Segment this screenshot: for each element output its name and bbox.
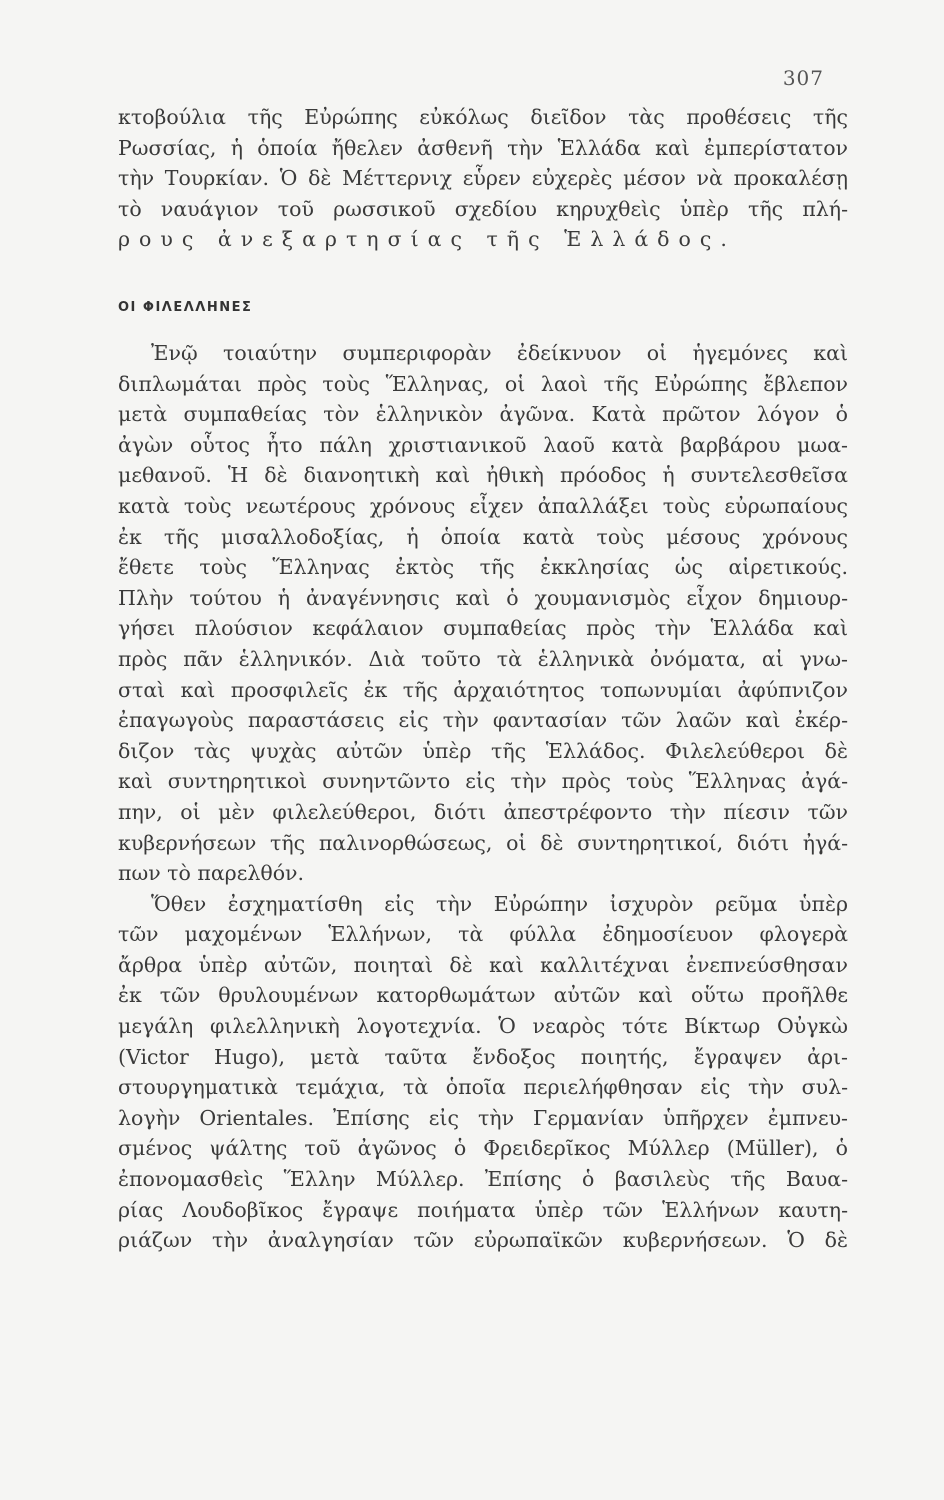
text-line: τὸ ναυάγιον τοῦ ρωσσικοῦ σχεδίου κηρυχθεὶς ὑπὲρ τῆς πλή- bbox=[118, 196, 848, 221]
text-line: κατὰ τοὺς νεωτέρους χρόνους εἶχεν ἀπαλλάξει τοὺς εὐρωπαίους bbox=[118, 493, 848, 518]
text-line: γήσει πλούσιον κεφάλαιον συμπαθείας πρὸς τὴν Ἑλλάδα καὶ bbox=[118, 616, 848, 641]
text-line: ρίας Λουδοβῖκος ἔγραψε ποιήματα ὑπὲρ τῶν Ἑλλήνων καυτη- bbox=[118, 1197, 848, 1222]
text-line: Πλὴν τούτου ἡ ἀναγέννησις καὶ ὁ χουμανισμὸς εἶχον δημιουρ- bbox=[118, 585, 848, 610]
section-heading: ΟΙ ΦΙΛΕΛΛΗΝΕΣ bbox=[118, 300, 253, 315]
text-line: κυβερνήσεων τῆς παλινορθώσεως, οἱ δὲ συντηρητικοί, διότι ἠγά- bbox=[118, 830, 848, 855]
text-line: μεθανοῦ. Ἡ δὲ διανοητικὴ καὶ ἠθικὴ πρόοδος ἡ συντελεσθεῖσα bbox=[118, 463, 848, 488]
page-number: 307 bbox=[782, 66, 824, 90]
text-line: Ἐνῷ τοιαύτην συμπεριφορὰν ἐδείκνυον οἱ ἡγεμόνες καὶ bbox=[151, 341, 848, 365]
intro-paragraph bbox=[118, 102, 848, 255]
text-line: πων τὸ παρελθόν. bbox=[118, 861, 305, 886]
text-line: ἔθετε τοὺς Ἕλληνας ἐκτὸς τῆς ἐκκλησίας ὡς αἱρετικούς. bbox=[118, 555, 848, 580]
text-line: (Victor Hugo), μετὰ ταῦτα ἔνδοξος ποιητής, ἔγραψεν ἀρι- bbox=[118, 1044, 848, 1069]
text-line: μετὰ συμπαθείας τὸν ἑλληνικὸν ἀγῶνα. Κατὰ πρῶτον λόγον ὁ bbox=[118, 402, 848, 427]
text-line: ἐκ τῶν θρυλουμένων κατορθωμάτων αὐτῶν καὶ οὕτω προῆλθε bbox=[118, 983, 848, 1008]
body-text bbox=[118, 338, 848, 1256]
text-line: τῶν μαχομένων Ἑλλήνων, τὰ φύλλα ἐδημοσίευον φλογερὰ bbox=[118, 922, 848, 947]
text-line: διζον τὰς ψυχὰς αὐτῶν ὑπὲρ τῆς Ἑλλάδος. Φιλελεύθεροι δὲ bbox=[118, 738, 848, 763]
text-line: ἄρθρα ὑπὲρ αὐτῶν, ποιηταὶ δὲ καὶ καλλιτέχναι ἐνεπνεύσθησαν bbox=[118, 952, 848, 977]
text-line: Ρωσσίας, ἡ ὁποία ἤθελεν ἀσθενῆ τὴν Ἑλλάδα καὶ ἐμπερίστατον bbox=[118, 135, 848, 160]
text-line: στουργηματικὰ τεμάχια, τὰ ὁποῖα περιελήφθησαν εἰς τὴν συλ- bbox=[118, 1075, 848, 1100]
text-line: ριάζων τὴν ἀναλγησίαν τῶν εὐρωπαϊκῶν κυβερνήσεων. Ὁ δὲ bbox=[118, 1228, 848, 1253]
text-line: πην, οἱ μὲν φιλελεύθεροι, διότι ἀπεστρέφοντο τὴν πίεσιν τῶν bbox=[118, 799, 848, 824]
text-line: ἐπονομασθεὶς Ἕλλην Μύλλερ. Ἐπίσης ὁ βασιλεὺς τῆς Βαυα- bbox=[118, 1167, 848, 1192]
text-line: διπλωμάται πρὸς τοὺς Ἕλληνας, οἱ λαοὶ τῆς Εὐρώπης ἔβλεπον bbox=[118, 371, 848, 396]
text-line: καὶ συντηρητικοὶ συνηντῶντο εἰς τὴν πρὸς τοὺς Ἕλληνας ἀγά- bbox=[118, 769, 848, 794]
text-line: πρὸς πᾶν ἑλληνικόν. Διὰ τοῦτο τὰ ἑλληνικὰ ὀνόματα, αἱ γνω- bbox=[118, 646, 848, 671]
text-line: Ὅθεν ἐσχηματίσθη εἰς τὴν Εὐρώπην ἰσχυρὸν ρεῦμα ὑπὲρ bbox=[151, 891, 848, 916]
text-line: μεγάλη φιλελληνικὴ λογοτεχνία. Ὁ νεαρὸς τότε Βίκτωρ Οὐγκὼ bbox=[118, 1014, 848, 1039]
text-line: σμένος ψάλτης τοῦ ἀγῶνος ὁ Φρειδερῖκος Μύλλερ (Müller), ὁ bbox=[118, 1136, 848, 1161]
text-line: κτοβούλια τῆς Εὐρώπης εὐκόλως διεῖδον τὰς προθέσεις τῆς bbox=[118, 105, 848, 129]
text-line: λογὴν Orientales. Ἐπίσης εἰς τὴν Γερμανίαν ὑπῆρχεν ἐμπνευ- bbox=[118, 1105, 848, 1130]
text-line: τὴν Τουρκίαν. Ὁ δὲ Μέττερνιχ εὗρεν εὐχερὲς μέσον νὰ προκαλέσῃ bbox=[118, 166, 848, 191]
text-line: ρους ἀνεξαρτησίας τῆς Ἑλλάδος. bbox=[118, 227, 736, 252]
text-line: ἀγὼν οὗτος ἦτο πάλη χριστιανικοῦ λαοῦ κατὰ βαρβάρου μωα- bbox=[118, 432, 848, 457]
text-line: ἐκ τῆς μισαλλοδοξίας, ἡ ὁποία κατὰ τοὺς μέσους χρόνους bbox=[118, 524, 848, 549]
text-line: ἐπαγωγοὺς παραστάσεις εἰς τὴν φαντασίαν τῶν λαῶν καὶ ἐκέρ- bbox=[118, 708, 848, 733]
text-line: σταὶ καὶ προσφιλεῖς ἐκ τῆς ἀρχαιότητος τοπωνυμίαι ἀφύπνιζον bbox=[118, 677, 848, 702]
